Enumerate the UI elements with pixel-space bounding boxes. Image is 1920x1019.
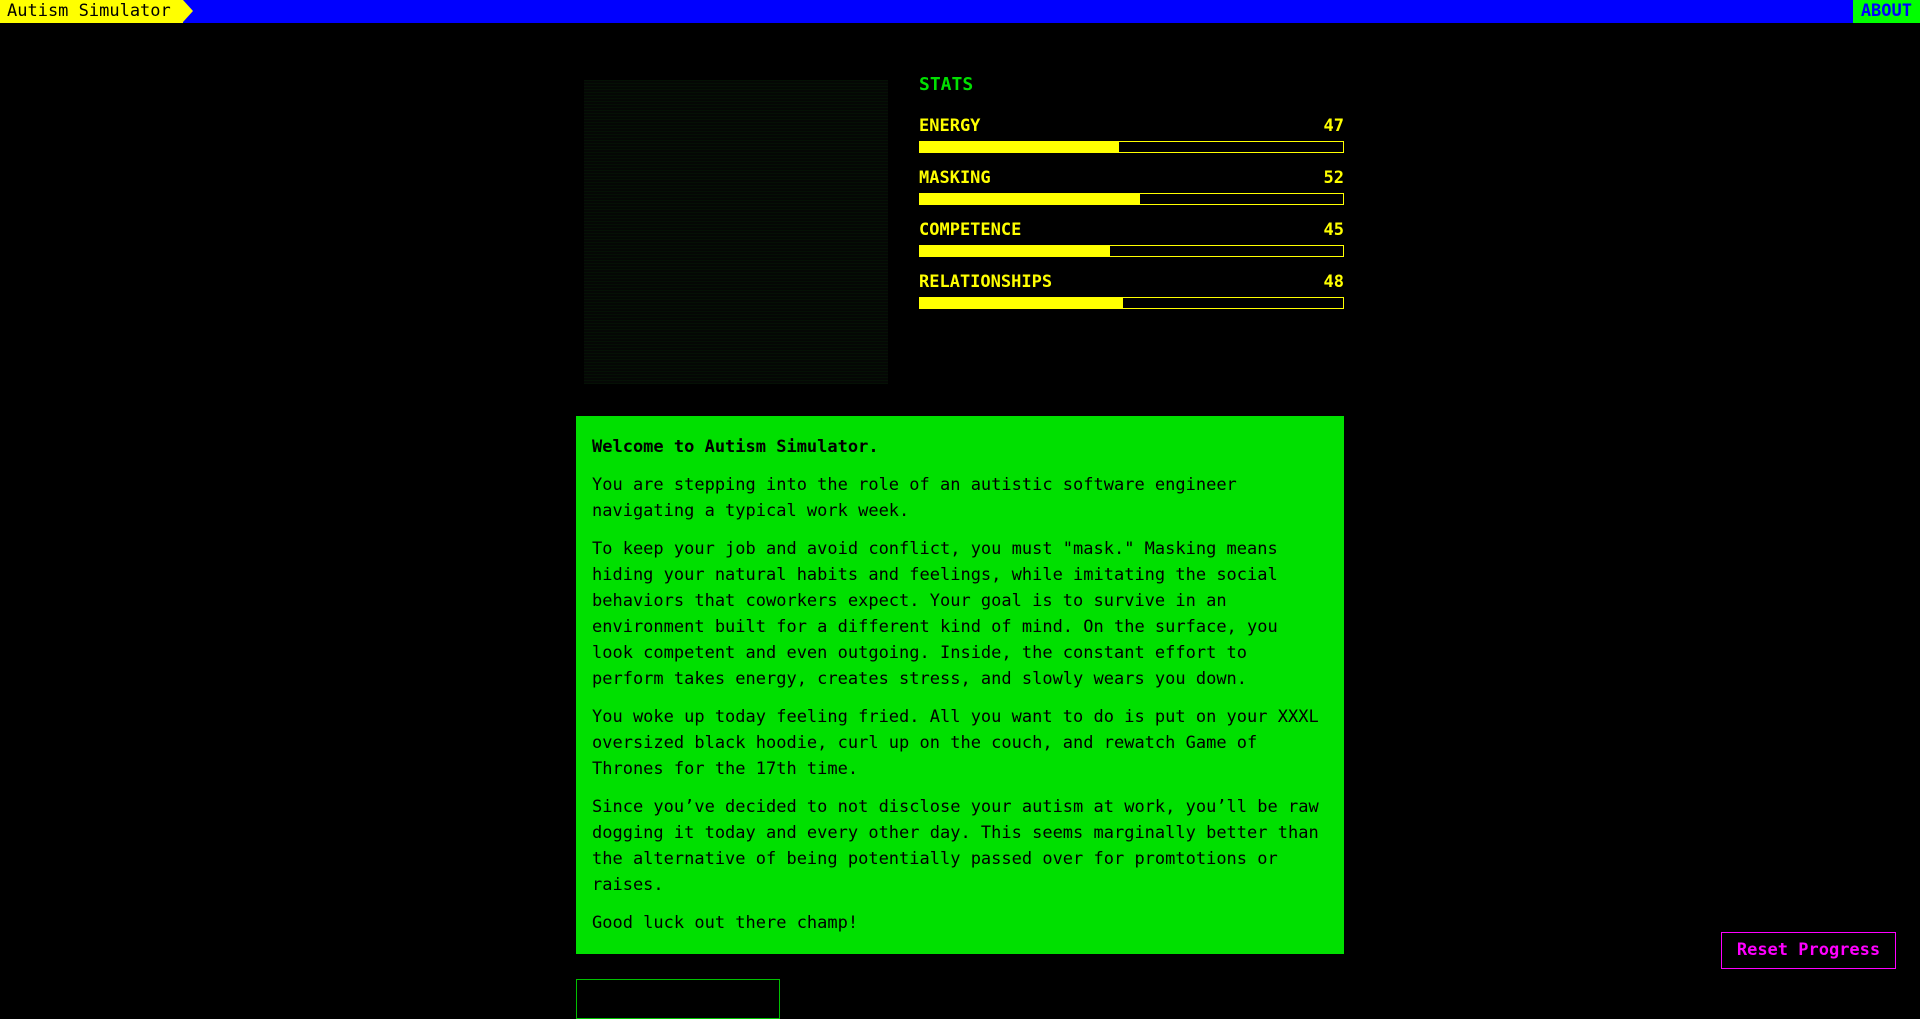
top-bar <box>0 0 1920 23</box>
continue-button[interactable] <box>576 979 780 1019</box>
stat-energy <box>919 115 1344 155</box>
stat-relationships <box>919 271 1344 311</box>
title-arrow-decoration <box>183 0 193 22</box>
stat-bar <box>919 297 1344 309</box>
stat-bar <box>919 141 1344 153</box>
stat-competence <box>919 219 1344 259</box>
story-paragraph: Welcome to Autism Simulator. <box>592 437 879 457</box>
stat-bar-fill <box>920 246 1110 256</box>
reset-progress-button[interactable]: Reset Progress <box>1721 932 1896 969</box>
story-paragraph: To keep your job and avoid conflict, you must "mask." Masking means hiding your natural habits and feelings, while imitating the social behaviors that coworkers expect. Your goal is to survive in an environment built for a different kind of mind. On the surface, you look competent and even outgoing. Inside, the constant effort to perform takes energy, creates stress, and slowly wears you down. <box>592 539 1278 689</box>
stat-label: MASKING <box>919 168 991 188</box>
story-panel <box>576 416 1344 954</box>
app-title <box>0 0 183 23</box>
stats-heading: STATS <box>919 74 974 95</box>
story-paragraph: You are stepping into the role of an autistic software engineer navigating a typical work week. <box>592 475 1237 521</box>
stat-value: 47 <box>1323 116 1344 136</box>
stat-label: ENERGY <box>919 116 981 136</box>
stat-value: 45 <box>1323 220 1344 240</box>
stat-value: 48 <box>1323 272 1344 292</box>
stat-bar-fill <box>920 298 1123 308</box>
about-button[interactable]: ABOUT <box>1853 0 1920 23</box>
stat-bar-fill <box>920 142 1119 152</box>
stat-bar <box>919 193 1344 205</box>
story-paragraph: You woke up today feeling fried. All you want to do is put on your XXXL oversized black hoodie, curl up on the couch, and rewatch Game of Thrones for the 17th time. <box>592 707 1319 779</box>
story-paragraph: Since you’ve decided to not disclose your autism at work, you’ll be raw dogging it today and every other day. This seems marginally better than the alternative of being potentially passed over for promtotions or raises. <box>592 797 1319 895</box>
stat-bar <box>919 245 1344 257</box>
story-paragraph: Good luck out there champ! <box>592 913 859 933</box>
app-title-text: Autism Simulator <box>7 1 171 21</box>
stat-bar-fill <box>920 194 1140 204</box>
character-portrait <box>584 80 888 384</box>
stat-label: RELATIONSHIPS <box>919 272 1053 292</box>
stat-value: 52 <box>1323 168 1344 188</box>
stat-masking <box>919 167 1344 207</box>
stat-label: COMPETENCE <box>919 220 1022 240</box>
